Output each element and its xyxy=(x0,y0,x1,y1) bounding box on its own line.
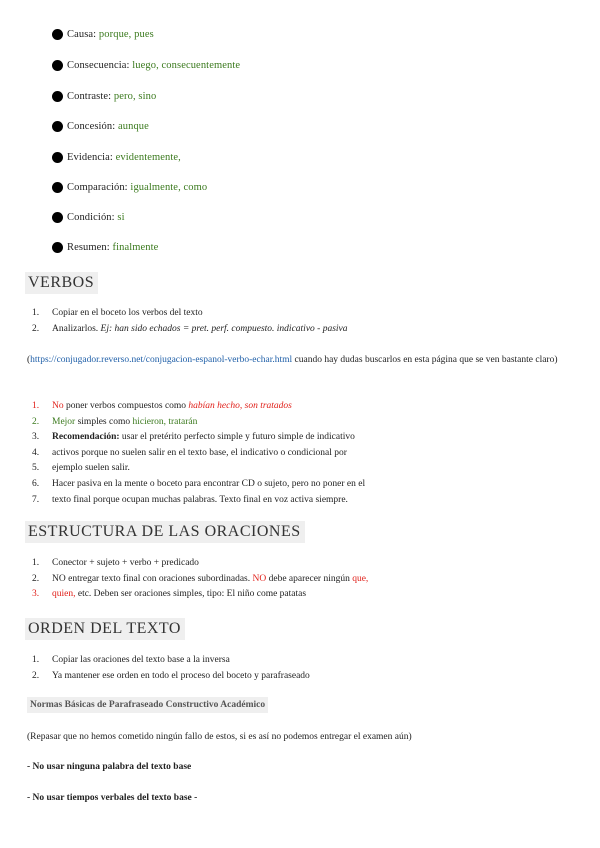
list-number: 6. xyxy=(32,478,40,489)
conjugator-link[interactable]: https://conjugador.reverso.net/conjugacion-espanol-verbo-echar.html xyxy=(30,355,293,365)
note-text: cuando hay dudas buscarlos en esta página que se ven bastante claro) xyxy=(292,355,558,365)
connector-example: igualmente, como xyxy=(130,182,208,193)
example-text: Ej: han sido echados = pret. perf. compuesto. indicativo - pasiva xyxy=(100,323,348,334)
normas-rule: - No usar tiempos verbales del texto base - xyxy=(27,793,198,803)
list-item xyxy=(32,556,368,572)
bullet-icon xyxy=(52,212,63,223)
list-item xyxy=(32,669,310,685)
list-number: 2. xyxy=(32,573,40,584)
connector-example: finalmente xyxy=(112,242,159,253)
list-text: simples como xyxy=(75,416,133,427)
list-number: 2. xyxy=(32,670,40,681)
estructura-list xyxy=(32,556,368,603)
bullet-icon xyxy=(52,91,63,102)
connector-item xyxy=(52,29,154,40)
list-item xyxy=(32,399,365,415)
list-text: usar el pretérito perfecto simple y futuro simple de indicativo xyxy=(119,432,355,443)
connector-label: Concesión: xyxy=(67,121,116,132)
list-text: etc. Deben ser oraciones simples, tipo: El niño come patatas xyxy=(75,589,307,600)
list-number: 3. xyxy=(32,432,40,443)
connector-item xyxy=(52,60,240,71)
bullet-icon xyxy=(52,29,63,40)
connector-item xyxy=(52,212,125,223)
highlight-red: No xyxy=(52,401,64,411)
list-number: 1. xyxy=(32,401,40,411)
connector-example: pero, sino xyxy=(113,91,157,102)
section-heading-verbos: VERBOS xyxy=(25,272,98,294)
normas-rule: - No usar ninguna palabra del texto base xyxy=(27,762,192,772)
connector-label: Evidencia: xyxy=(67,152,113,163)
list-item xyxy=(32,572,368,588)
normas-intro: (Repasar que no hemos cometido ningún fallo de estos, si es así no podemos entregar el examen aún) xyxy=(27,732,412,742)
example-text: hicieron, tratarán xyxy=(132,416,198,427)
list-item xyxy=(32,430,365,446)
connector-label: Comparación: xyxy=(67,182,128,193)
list-text: debe aparecer ningún xyxy=(266,573,353,584)
connector-example: aunque xyxy=(117,121,149,132)
list-item xyxy=(32,446,365,462)
verbos-steps xyxy=(32,306,348,337)
list-text: Analizarlos. xyxy=(52,323,99,334)
highlight-red: que, xyxy=(352,573,369,584)
section-heading-orden: ORDEN DEL TEXTO xyxy=(25,618,185,640)
connector-example: porque, pues xyxy=(98,29,154,40)
connector-label: Resumen: xyxy=(67,242,110,253)
list-number: 3. xyxy=(32,589,40,600)
connector-item xyxy=(52,242,158,253)
bullet-icon xyxy=(52,152,63,163)
list-text: Copiar las oraciones del texto base a la inversa xyxy=(52,655,230,665)
orden-list xyxy=(32,653,310,684)
list-number: 7. xyxy=(32,494,40,505)
example-text: habían hecho, son tratados xyxy=(188,401,292,411)
list-number: 4. xyxy=(32,447,40,458)
list-number: 1. xyxy=(32,655,40,665)
connector-item xyxy=(52,182,207,193)
list-text: Ya mantener ese orden en todo el proceso del boceto y parafraseado xyxy=(52,670,310,681)
bullet-icon xyxy=(52,242,63,253)
list-item xyxy=(32,477,365,493)
list-item xyxy=(32,306,348,322)
connector-label: Causa: xyxy=(67,29,97,40)
list-number: 5. xyxy=(32,463,40,474)
highlight-red: NO xyxy=(252,573,267,584)
list-text: Hacer pasiva en la mente o boceto para encontrar CD o sujeto, pero no poner en el xyxy=(52,478,366,489)
connector-example: luego, consecuentemente xyxy=(132,60,241,71)
list-item xyxy=(32,461,365,477)
paren-open: ( xyxy=(27,355,31,365)
reference-note xyxy=(27,352,575,368)
list-text: NO entregar texto final con oraciones subordinadas. xyxy=(52,573,253,584)
list-item xyxy=(32,415,365,431)
recommendation-label: Recomendación: xyxy=(52,432,120,443)
connector-item xyxy=(52,121,149,132)
connector-label: Consecuencia: xyxy=(67,60,130,71)
bullet-icon xyxy=(52,60,63,71)
highlight-red: quien, xyxy=(52,589,76,600)
highlight-green: Mejor xyxy=(52,416,76,427)
list-text: texto final porque ocupan muchas palabras. Texto final en voz activa siempre. xyxy=(52,494,348,505)
connector-label: Condición: xyxy=(67,212,115,223)
connector-item xyxy=(52,152,181,163)
list-number: 1. xyxy=(32,558,40,568)
list-item xyxy=(32,493,365,509)
section-heading-estructura: ESTRUCTURA DE LAS ORACIONES xyxy=(25,521,305,543)
list-text: Conector + sujeto + verbo + predicado xyxy=(52,558,199,568)
list-text: ejemplo suelen salir. xyxy=(52,463,130,474)
list-text: Copiar en el boceto los verbos del texto xyxy=(52,308,203,318)
connector-item xyxy=(52,91,156,102)
list-item xyxy=(32,653,310,669)
list-number: 1. xyxy=(32,308,40,318)
verbos-rules xyxy=(32,399,365,508)
list-number: 2. xyxy=(32,416,40,427)
normas-title: Normas Básicas de Parafraseado Constructivo Académico xyxy=(27,697,268,713)
connector-example: evidentemente, xyxy=(115,152,181,163)
list-text: activos porque no suelen salir en el texto base, el indicativo o condicional por xyxy=(52,447,347,458)
connector-example: si xyxy=(117,212,125,223)
list-item xyxy=(32,322,348,338)
connector-label: Contraste: xyxy=(67,91,112,102)
list-item xyxy=(32,587,368,603)
list-text: poner verbos compuestos como xyxy=(63,401,189,411)
bullet-icon xyxy=(52,121,63,132)
bullet-icon xyxy=(52,182,63,193)
list-number: 2. xyxy=(32,323,40,334)
